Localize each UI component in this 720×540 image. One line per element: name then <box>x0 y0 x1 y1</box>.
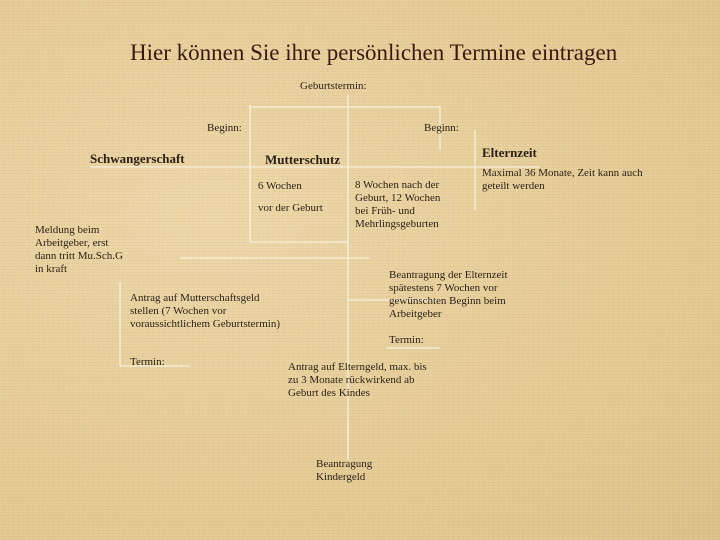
mutterschutz-nach-geburt-text: 8 Wochen nach der Geburt, 12 Wochen bei Früh- und Mehrlingsgeburten <box>355 179 441 230</box>
termin-mutterschaftsgeld-label: Termin: <box>130 356 165 368</box>
antrag-mutterschaftsgeld-text: Antrag auf Mutterschaftsgeld stellen (7 Wochen vor voraussichtlichem Geburtstermin) <box>130 292 280 330</box>
geburtstermin-label: Geburtstermin: <box>300 80 367 92</box>
phase-elternzeit: Elternzeit <box>482 145 537 160</box>
phase-schwangerschaft: Schwangerschaft <box>90 151 185 166</box>
mutterschutz-wochen-label: 6 Wochen <box>258 180 302 192</box>
antrag-elterngeld-text: Antrag auf Elterngeld, max. bis zu 3 Monate rückwirkend ab Geburt des Kindes <box>288 361 427 399</box>
beantragung-elternzeit-text: Beantragung der Elternzeit spätestens 7 Wochen vor gewünschten Beginn beim Arbeitgeber <box>389 269 508 320</box>
mutterschutz-vor-geburt-label: vor der Geburt <box>258 202 323 214</box>
meldung-text: Meldung beim Arbeitgeber, erst dann tritt Mu.Sch.G in kraft <box>35 224 123 275</box>
phase-mutterschutz: Mutterschutz <box>265 152 341 167</box>
termin-elternzeit-label: Termin: <box>389 334 424 346</box>
beginn-mutterschutz-label: Beginn: <box>207 122 242 134</box>
page-title: Hier können Sie ihre persönlichen Termine eintragen <box>130 40 618 65</box>
elternzeit-note-text: Maximal 36 Monate, Zeit kann auch geteilt werden <box>482 167 643 192</box>
beginn-elternzeit-label: Beginn: <box>424 122 459 134</box>
beantragung-kindergeld-text: Beantragung Kindergeld <box>316 458 373 483</box>
